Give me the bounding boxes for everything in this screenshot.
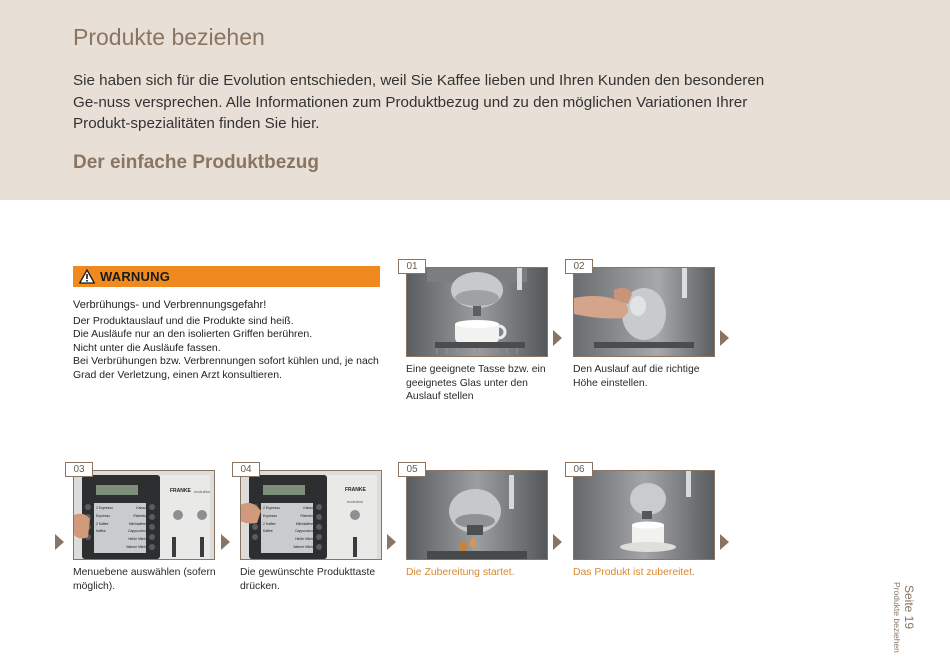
section-footer xyxy=(892,582,902,653)
step-caption: Menuebene auswählen (sofern möglich). xyxy=(73,567,216,592)
warning-banner xyxy=(73,266,380,287)
step-caption: Die gewünschte Produkttaste drücken. xyxy=(240,567,376,592)
select-menu-photo xyxy=(73,470,215,560)
panel-brand: FRANKE xyxy=(170,488,191,494)
step-caption: Eine geeignete Tasse bzw. ein geeignetes Glas unter den Auslauf stellen xyxy=(406,364,546,402)
step-number: 06 xyxy=(565,462,593,477)
next-step-arrow-icon xyxy=(720,330,729,346)
step-number: 01 xyxy=(398,259,426,274)
warning-line: Die Ausläufe nur an den isolierten Griffen berühren. xyxy=(73,328,313,341)
page-number: Seite 19 xyxy=(902,585,916,630)
next-step-arrow-icon xyxy=(55,534,64,550)
product-ready-photo xyxy=(573,470,715,560)
step-number: 03 xyxy=(65,462,93,477)
warning-heading: Verbrühungs- und Verbrennungsgefahr! xyxy=(73,299,267,311)
intro-text: Sie haben sich für die Evolution entschieden, weil Sie Kaffee lieben und Ihren Kunden den besonderen Ge-nuss versprechen. Alle Informationen zum Produktbezug und zu den möglichen Variationen Ihrer Produkt-spezialitäten finden Sie hier. xyxy=(73,72,765,132)
preparation-photo xyxy=(406,470,548,560)
panel-model: evolution xyxy=(194,489,211,494)
step-caption: Den Auslauf auf die richtige Höhe einstellen. xyxy=(573,364,700,389)
page-footer xyxy=(900,585,918,629)
press-product-key-photo xyxy=(240,470,382,560)
step-caption: Das Produkt ist zubereitet. xyxy=(573,567,695,578)
next-step-arrow-icon xyxy=(553,330,562,346)
panel-display: 2 Espresso Kakao Espresso Ristretto 2 Kaffee Milchkaffee Kaffee Cappuccino Heiße Milch Warme Milch xyxy=(96,506,146,549)
section-subtitle: Der einfache Produktbezug xyxy=(73,152,319,173)
panel-brand: FRANKE xyxy=(345,487,366,493)
adjust-spout-photo xyxy=(573,267,715,357)
step-number: 02 xyxy=(565,259,593,274)
warning-line: Bei Verbrühungen bzw. Verbrennungen sofort kühlen und, je nach Grad der Verletzung, einen Arzt konsultieren. xyxy=(73,355,379,381)
warning-text xyxy=(73,299,383,383)
cup-under-spout-photo xyxy=(406,267,548,357)
warning-line: Der Produktauslauf und die Produkte sind heiß. xyxy=(73,314,294,327)
step-number: 04 xyxy=(232,462,260,477)
warning-line: Nicht unter die Ausläufe fassen. xyxy=(73,341,221,354)
step-number: 05 xyxy=(398,462,426,477)
next-step-arrow-icon xyxy=(553,534,562,550)
warning-triangle-icon xyxy=(79,269,95,284)
footer-section: Produkte beziehen xyxy=(892,582,902,653)
panel-display: 2 Espresso Kakao Espresso Ristretto 2 Kaffee Milchkaffee Kaffee Cappuccino Heiße Milch Warme Milch xyxy=(263,506,313,549)
page-title: Produkte beziehen xyxy=(73,24,265,50)
step-caption: Die Zubereitung startet. xyxy=(406,567,515,578)
next-step-arrow-icon xyxy=(387,534,396,550)
next-step-arrow-icon xyxy=(221,534,230,550)
warning-label: WARNUNG xyxy=(100,269,171,284)
next-step-arrow-icon xyxy=(720,534,729,550)
panel-model: evolution xyxy=(347,499,364,504)
